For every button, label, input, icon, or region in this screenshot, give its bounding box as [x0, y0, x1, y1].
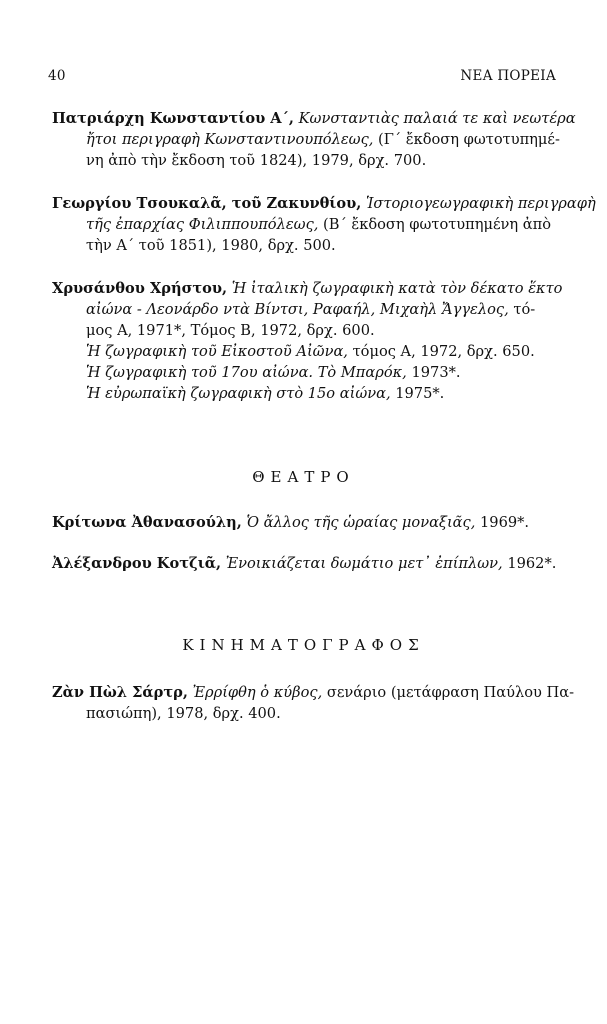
entry-details: σενάριο (μετάφραση Παύλου Πα- — [326, 684, 575, 701]
entry-details: 1962*. — [507, 555, 557, 572]
section-heading-cinema: ΚΙΝΗΜΑΤΟΓΡΑΦΟΣ — [182, 636, 425, 654]
entry-title: Ἐνοικιάζεται δωμάτιο μετ᾽ ἐπίπλων, — [225, 555, 503, 572]
entry-details: 1975*. — [395, 385, 445, 402]
entry-title: τῆς ἐπαρχίας Φιλιππουπόλεως, — [86, 216, 319, 233]
entry-subtitle: Ἡ ζωγραφικὴ τοῦ 17ου αἰώνα. Τὸ Μπαρόκ, — [86, 364, 407, 381]
entry-details: (Γ΄ ἔκδοση φωτοτυπημέ- — [378, 131, 560, 148]
page-header — [48, 68, 556, 90]
entry-details: τὴν Α΄ τοῦ 1851), 1980, δρχ. 500. — [86, 237, 336, 254]
entry-details: μος Α, 1971*, Τόμος Β, 1972, δρχ. 600. — [86, 322, 375, 339]
entry-details: πασιώπη), 1978, δρχ. 400. — [86, 705, 281, 722]
entry-subtitle: Ἡ ζωγραφικὴ τοῦ Εἰκοστοῦ Αἰῶνα, — [86, 343, 348, 360]
entry-author: Γεωργίου Τσουκαλᾶ, τοῦ Ζακυνθίου, — [52, 195, 362, 212]
entry-details: τόμος Α, 1972, δρχ. 650. — [352, 343, 535, 360]
page-number: 40 — [48, 68, 66, 84]
bibliography-entry — [52, 108, 576, 171]
running-title: ΝΕΑ ΠΟΡΕΙΑ — [460, 68, 556, 84]
entry-title: Ἱστοριογεωγραφικὴ περιγραφὴ — [365, 195, 596, 212]
bibliography-entry — [52, 278, 562, 404]
entry-details: νη ἀπὸ τὴν ἔκδοση τοῦ 1824), 1979, δρχ. 700. — [86, 152, 427, 169]
section-heading-theatre: ΘΕΑΤΡΟ — [252, 468, 355, 486]
bibliography-entry — [52, 553, 562, 574]
entry-author: Κρίτωνα Ἀθανασούλη, — [52, 514, 242, 531]
entry-details: (Β΄ ἔκδοση φωτοτυπημένη ἀπὸ — [323, 216, 552, 233]
entry-author: Ἀλέξανδρου Κοτζιᾶ, — [52, 555, 222, 572]
entry-author: Πατριάρχη Κωνσταντίου Α΄, — [52, 110, 294, 127]
entry-title: Ἡ ἰταλικὴ ζωγραφικὴ κατὰ τὸν δέκατο ἕκτο — [231, 280, 563, 297]
entry-author: Ζὰν Πὼλ Σάρτρ, — [52, 684, 188, 701]
entry-title: Κωνσταντιὰς παλαιά τε καὶ νεωτέρα — [298, 110, 576, 127]
entry-title: Ὁ ἄλλος τῆς ὡραίας μοναξιᾶς, — [246, 514, 476, 531]
entry-details: 1969*. — [480, 514, 530, 531]
bibliography-entry — [52, 512, 562, 533]
bibliography-entry — [52, 193, 596, 256]
entry-subtitle: Ἡ εὐρωπαϊκὴ ζωγραφικὴ στὸ 15ο αἰώνα, — [86, 385, 391, 402]
entry-details: τό- — [513, 301, 536, 318]
bibliography-entry — [52, 682, 575, 724]
entry-title: Ἐρρίφθη ὁ κύβος, — [192, 684, 323, 701]
entry-title: ἤτοι περιγραφὴ Κωνσταντινουπόλεως, — [86, 131, 374, 148]
entry-author: Χρυσάνθου Χρήστου, — [52, 280, 228, 297]
entry-title: αἰώνα - Λεονάρδο ντὰ Βίντσι, Ραφαήλ, Μιχαὴλ Ἄγγελος, — [86, 301, 509, 318]
entry-details: 1973*. — [411, 364, 461, 381]
